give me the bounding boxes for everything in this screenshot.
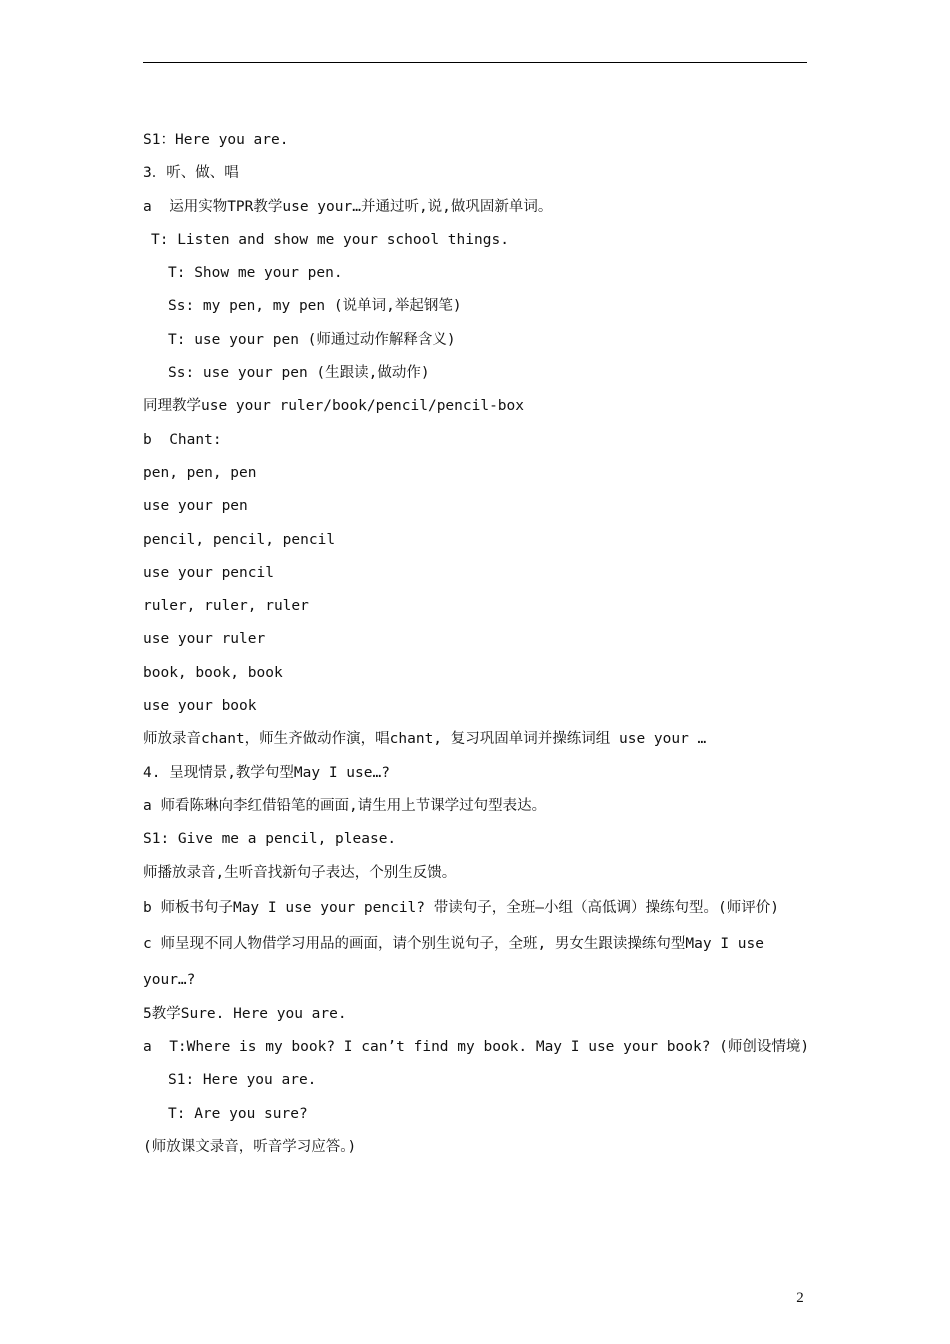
section-heading: 5教学Sure. Here you are. (143, 1005, 347, 1022)
header-rule (143, 62, 807, 63)
text-line: T: Listen and show me your school things. (151, 231, 509, 248)
text-line: a T:Where is my book? I can’t find my book. May I use your book? (师创设情境) (143, 1039, 810, 1056)
section-heading: 4. 呈现情景,教学句型May I use…? (143, 764, 390, 781)
text-line: Ss: my pen, my pen (说单词,举起钢笔) (168, 298, 462, 315)
text-line: S1: Here you are. (168, 1072, 317, 1089)
text-line: (师放课文录音，听音学习应答。) (143, 1139, 357, 1156)
text-line: T: Show me your pen. (168, 265, 343, 282)
text-line: S1: Give me a pencil, please. (143, 831, 397, 848)
text-line: a 师看陈琳向李红借铅笔的画面,请生用上节课学过句型表达。 (143, 797, 547, 814)
chant-line: pen, pen, pen (143, 464, 257, 481)
text-line: Ss: use your pen (生跟读,做动作) (168, 365, 430, 382)
chant-line: use your ruler (143, 631, 266, 648)
text-paragraph: c 师呈现不同人物借学习用品的画面，请个别生说句子，全班, 男女生跟读操练句型May I use your…? (143, 935, 773, 988)
section-heading: 3．听、做、唱 (143, 165, 239, 182)
chant-line: use your pencil (143, 564, 274, 581)
text-line: a 运用实物TPR教学use your…并通过听,说,做巩固新单词。 (143, 198, 553, 215)
text-line: 同理教学use your ruler/book/pencil/pencil-box (143, 398, 524, 415)
text-line: S1：Here you are. (143, 132, 289, 148)
text-line: T: use your pen (师通过动作解释含义) (168, 331, 456, 348)
text-paragraph: b 师板书句子May I use your pencil? 带读句子，全班—小组（高低调）操练句型。(师评价) (143, 899, 779, 916)
chant-line: use your pen (143, 498, 248, 515)
chant-line: book, book, book (143, 664, 283, 681)
text-line: 师播放录音,生听音找新句子表达，个别生反馈。 (143, 864, 457, 881)
text-line: b Chant: (143, 431, 222, 448)
chant-line: use your book (143, 698, 257, 715)
document-body (143, 124, 810, 1164)
chant-line: pencil, pencil, pencil (143, 531, 336, 548)
text-line: 师放录音chant，师生齐做动作演，唱chant, 复习巩固单词并操练词组 use your … (143, 731, 707, 748)
chant-line: ruler, ruler, ruler (143, 598, 309, 615)
page-number: 2 (796, 1290, 804, 1306)
text-line: T: Are you sure? (168, 1105, 308, 1122)
